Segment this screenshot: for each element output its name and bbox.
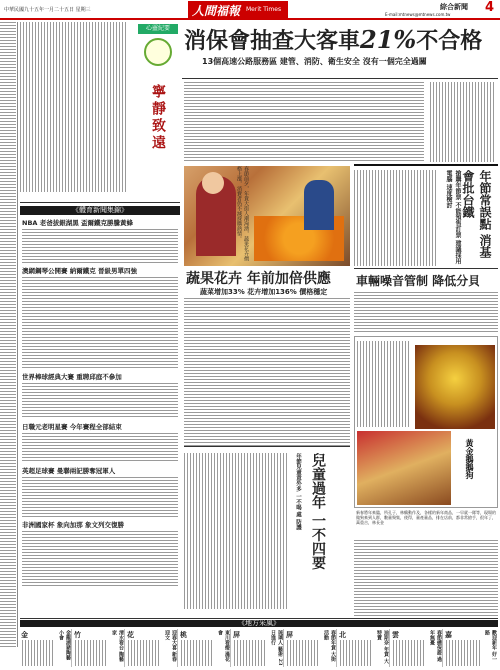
story1-title: 蔬果花卉 年前加倍供應 <box>186 271 331 287</box>
local-col-6-title: 春節年貨 大街活動 <box>323 630 336 662</box>
lead-body <box>184 82 424 162</box>
right-bottom-body <box>354 540 498 616</box>
story2-title: 年節常誤點 消基會批台鐵 <box>461 170 492 259</box>
brand-name-en: Merit Times <box>246 6 282 13</box>
local-col-8-title: 春節總保證 過年無憂 <box>429 630 442 662</box>
story4-title: 兒童過年 一不四要 <box>310 453 326 570</box>
local-col-4-title: 東川看燈 滿花會 <box>217 630 230 662</box>
local-col-4-label: 桃 <box>180 631 187 639</box>
column-label: 心靈紀要 <box>138 24 178 34</box>
lead-subtitle: 13個高速公路服務區 建管、消防、衛生安全 沒有一個完全過關 <box>202 57 427 66</box>
local-col-1-title: 金龍湖豬陶藝 小會 <box>58 630 71 660</box>
story4-subtitle: 年節兒童意外多 一不喝 處 防護 <box>295 453 301 531</box>
column-logo-icon <box>144 38 172 66</box>
local-col-1-label: 金 <box>21 631 28 639</box>
brand-logo <box>188 1 288 18</box>
local-col-6-label: 屏 <box>286 631 293 639</box>
local-news-columns <box>20 629 498 667</box>
lead-headline: 消保會抽查大客車21%不合格 <box>184 25 483 54</box>
local-col-3-title: 迎春大喜 新春迎文 <box>164 630 177 662</box>
sports-item-1: NBA 老爸拔銀湖黑 盃爾鐵克勝騰黃蜂 <box>22 219 133 227</box>
photo2-note: 新春將年來臨，所孔子，林鶴動作及，各樣的新年商品，一早就一隊等，現場的做狗來到人群，數量聚集，使得，量產量品，排在店前，都非常搶手，很年了，萬重吉，林長金 <box>356 510 496 525</box>
local-col-2-title: 清水看台 陶藝家 <box>111 630 124 662</box>
local-col-7-title: 迪斯奈 年貨 大特賣 <box>376 630 389 664</box>
local-col-2-label: 竹 <box>74 631 81 639</box>
gold-dog-photo <box>415 345 495 429</box>
column-title: 寧靜致遠 <box>150 84 166 152</box>
story3-body <box>354 292 498 332</box>
local-col-7-label: 北 <box>339 631 346 639</box>
sports-item-5: 英超足球賽 曼聯兩記勝奪冠軍人 <box>22 467 116 475</box>
sports-item-6: 非洲國家杯 象向加那 象文列交復勝 <box>22 521 125 529</box>
email-line: E-mail:mtnews@mtnews.com.tw <box>385 12 451 17</box>
sports-header: 《體育新聞集錦》 <box>20 206 180 215</box>
local-col-9-label: 嘉 <box>445 631 452 639</box>
page-number: 4 <box>485 0 495 15</box>
lead-side-text <box>430 82 496 162</box>
left-edge-strip <box>0 22 16 647</box>
story1-body <box>184 298 350 446</box>
lead-percent: 21% <box>360 25 417 54</box>
story2-subtitle: 搶購年節票 不能預售訂票 建議採用電腦 速度檢討 <box>445 170 461 265</box>
sports-item-3: 世界棒球經典大賽 重聘邱庭不參加 <box>22 373 122 381</box>
local-col-9-title: 歡迎新年 好一路 <box>484 630 497 662</box>
brand-name: 人間福報 <box>192 4 241 18</box>
story3-title: 車輛噪音管制 降低分貝 <box>356 274 481 288</box>
local-news-header: 《地方采風》 <box>20 620 498 627</box>
market-photo-caption: 春節前夕，年貨大街人潮洶湧，蔬果花卉價格上漲，消費者仍不減採購熱情。 <box>236 166 249 261</box>
gold-dog-caption: 黃金鵝鵝狗 <box>465 439 475 479</box>
story1-subtitle: 蔬菜增加33% 花卉增加136% 價格穩定 <box>200 288 328 296</box>
local-col-8-label: 雲 <box>392 631 399 639</box>
local-col-5-title: 琉璃人 藝術 23日進行 <box>270 630 283 666</box>
dog-photo <box>357 431 451 505</box>
page-date: 中華民國九十五年一月二十五日 星期三 <box>4 7 91 13</box>
column-box <box>20 22 180 200</box>
sports-item-2: 澳網鋼琴公開賽 納爾鐵克 晉級男單四強 <box>22 267 138 275</box>
sports-item-4: 日職元老明星賽 今年賽程全部結束 <box>22 423 122 431</box>
section-name: 綜合新聞 <box>440 3 468 11</box>
local-col-3-label: 花 <box>127 631 134 639</box>
local-col-5-label: 屏 <box>233 631 240 639</box>
